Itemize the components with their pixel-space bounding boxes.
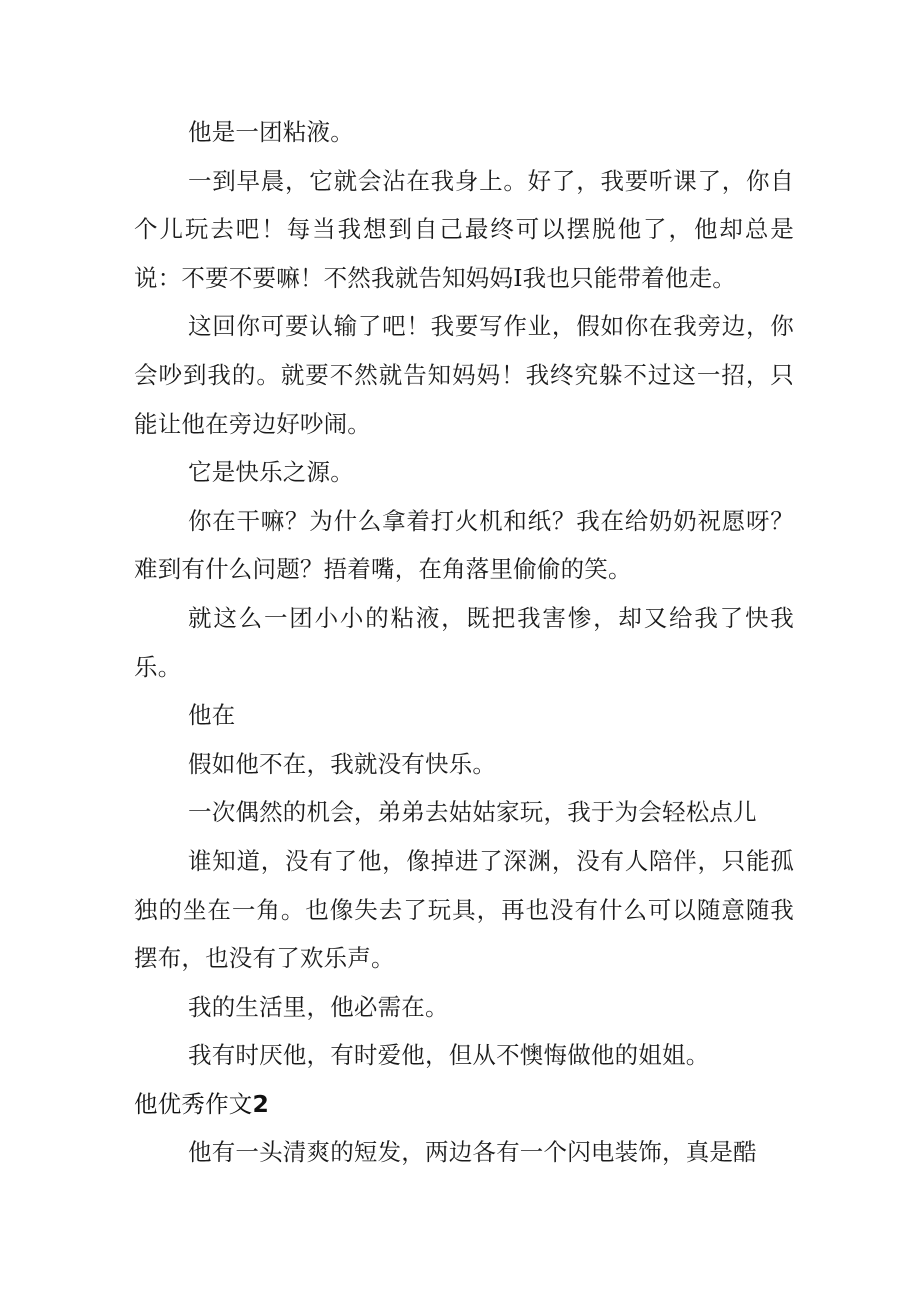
section-heading-number: 2	[252, 1089, 270, 1118]
paragraph: 他在	[188, 701, 236, 730]
paragraph: 谁知道，没有了他，像掉进了深渊，没有人陪伴，只能孤独的坐在一角。也像失去了玩具，再也没有什么可以随意随我摆布，也没有了欢乐声。	[134, 846, 794, 973]
paragraph: 一次偶然的机会，弟弟去姑姑家玩，我于为会轻松点儿	[188, 798, 757, 827]
paragraph: 他是一团粘液。	[188, 118, 354, 146]
paragraph: 你在干嘛？为什么拿着打火机和纸？我在给奶奶祝愿呀？难到有什么问题？捂着嘴，在角落里偷偷的笑。	[134, 506, 794, 584]
paragraph: 就这么一团小小的粘液，既把我害惨，却又给我了快我乐。	[134, 603, 794, 681]
section-heading	[134, 1080, 794, 1129]
document-body	[134, 108, 794, 1177]
paragraph: 我有时厌他，有时爱他，但从不懊悔做他的姐姐。	[188, 1041, 710, 1070]
paragraph: 它是快乐之源。	[188, 458, 354, 487]
paragraph: 假如他不在，我就没有快乐。	[188, 749, 497, 778]
section-heading-text: 他优秀作文	[134, 1089, 253, 1118]
paragraph: 他有一头清爽的短发，两边各有一个闪电装饰，真是酷	[188, 1138, 757, 1167]
paragraph: 这回你可要认输了吧！我要写作业，假如你在我旁边，你会吵到我的。就要不然就告知妈妈！我终究躲不过这一招，只能让他在旁边好吵闹。	[134, 312, 794, 438]
paragraph: 我的生活里，他必需在。	[188, 992, 449, 1021]
paragraph: 一到早晨，它就会沾在我身上。好了，我要听课了，你自个儿玩去吧！每当我想到自己最终可以摆脱他了，他却总是说：不要不要嘛！不然我就告知妈妈I我也只能带着他走。	[134, 166, 794, 292]
